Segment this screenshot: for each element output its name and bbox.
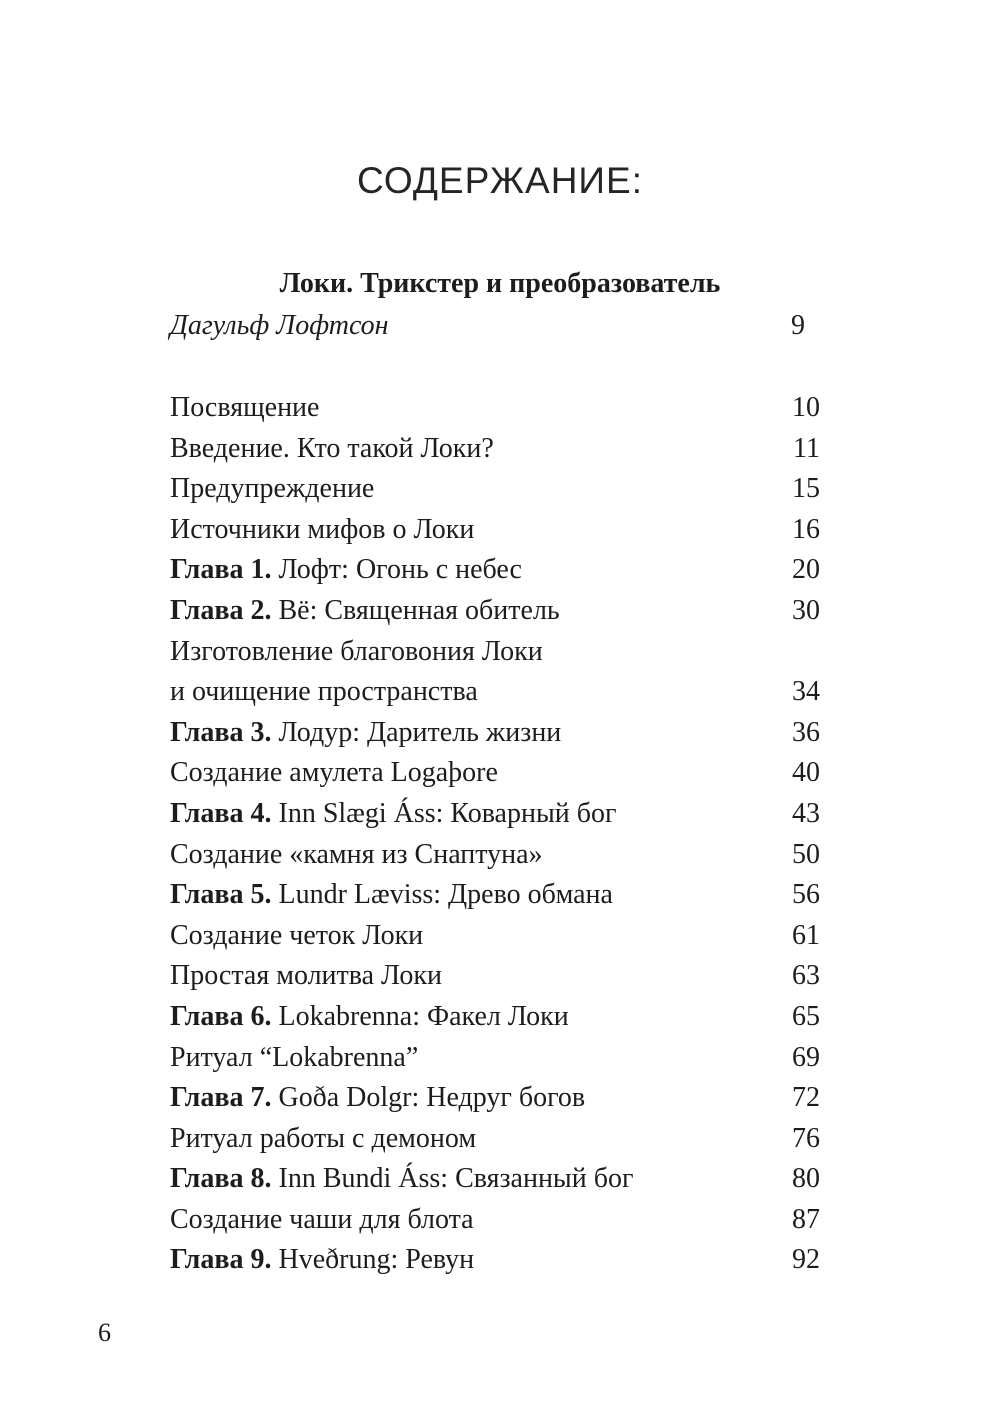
toc-entry-page: 16	[792, 513, 820, 545]
toc-entry-page: 11	[793, 432, 820, 464]
chapter-number: Глава 5.	[170, 879, 272, 911]
toc-entry-label	[170, 1163, 633, 1194]
toc-entry-label	[170, 595, 560, 626]
toc-entry-label	[170, 514, 474, 545]
toc-entry-label	[170, 1204, 474, 1235]
toc-entry-label	[170, 1123, 476, 1154]
chapter-number: Глава 2.	[170, 594, 272, 626]
toc-entry-label	[170, 433, 494, 464]
toc-entry[interactable]	[170, 550, 820, 591]
toc-entry[interactable]	[170, 1119, 820, 1160]
toc-entry[interactable]	[170, 875, 820, 916]
chapter-number: Глава 3.	[170, 716, 272, 748]
toc-entry-label	[170, 839, 543, 870]
toc-entry-label	[170, 636, 543, 667]
toc-entry[interactable]	[170, 1078, 820, 1119]
toc-entry-title: Посвящение	[170, 392, 320, 423]
toc-entry-label	[170, 1042, 418, 1073]
toc-entry-title: Создание чаши для блота	[170, 1203, 474, 1235]
toc-entry-title: Лофт: Огонь с небес	[278, 554, 522, 586]
toc-entry-page: 61	[792, 919, 820, 951]
toc-entry[interactable]	[170, 469, 820, 510]
toc-entry-page: 34	[792, 676, 820, 708]
toc-entry-title: Изготовление благовония Локи	[170, 635, 543, 667]
toc-entry-label	[170, 717, 561, 748]
toc-entry-label	[170, 1244, 474, 1275]
toc-entry-label	[170, 676, 478, 707]
toc-entry[interactable]	[170, 956, 820, 997]
chapter-number: Глава 4.	[170, 797, 272, 829]
toc-entry[interactable]	[170, 835, 820, 876]
toc-entry[interactable]	[170, 429, 820, 470]
toc-entry-label	[170, 757, 498, 788]
chapter-number: Глава 6.	[170, 1000, 272, 1032]
toc-entry-page: 43	[792, 797, 820, 829]
toc-entry-title: Hveðrung: Ревун	[278, 1244, 475, 1276]
toc-entry-label	[170, 554, 522, 585]
toc-entry-label	[170, 798, 617, 829]
toc-entry[interactable]	[170, 713, 820, 754]
toc-entry-title: Goða Dolgr: Недруг богов	[278, 1082, 586, 1114]
toc-entry-title: Lokabrenna: Факел Локи	[278, 1000, 569, 1032]
toc-entry-label	[170, 879, 613, 910]
author-name: Дагульф Лофтсон	[170, 310, 389, 341]
section-title: Локи. Трикстер и преобразователь	[279, 268, 721, 299]
toc-entry-page: 65	[792, 1000, 820, 1032]
toc-entry-title: Предупреждение	[170, 473, 375, 505]
folio-page-number: 6	[98, 1318, 111, 1347]
toc-entry-page: 30	[792, 594, 820, 626]
toc-entry-page: 15	[792, 473, 820, 505]
toc-entry-page: 40	[792, 757, 820, 789]
toc-entry-page: 50	[792, 838, 820, 870]
toc-entry-title: Lundr Læviss: Древо обмана	[278, 879, 613, 911]
toc-entry-title: Источники мифов о Локи	[170, 513, 475, 545]
toc-entry[interactable]	[170, 997, 820, 1038]
table-of-contents	[170, 388, 820, 1281]
author-page-number: 9	[791, 310, 805, 341]
toc-entry-title: Ритуал “Lokabrenna”	[170, 1041, 419, 1073]
toc-entry-page: 72	[792, 1082, 820, 1114]
toc-entry[interactable]	[170, 1240, 820, 1281]
toc-entry-title: и очищение пространства	[170, 676, 478, 708]
toc-entry-page: 76	[792, 1122, 820, 1154]
chapter-number: Глава 8.	[170, 1163, 272, 1195]
toc-entry[interactable]	[170, 794, 820, 835]
chapter-number: Глава 7.	[170, 1082, 272, 1114]
toc-entry-page: 56	[792, 879, 820, 911]
toc-entry-title: Лодур: Даритель жизни	[278, 716, 562, 748]
toc-entry-page: 69	[792, 1041, 820, 1073]
toc-entry-label	[170, 473, 374, 504]
toc-entry-title: Создание «камня из Снаптуна»	[170, 838, 543, 870]
toc-entry-page: 20	[792, 554, 820, 586]
toc-entry-label	[170, 920, 423, 951]
author-row	[170, 310, 805, 342]
toc-entry[interactable]	[170, 1038, 820, 1079]
toc-entry[interactable]	[170, 753, 820, 794]
chapter-number: Глава 1.	[170, 554, 272, 586]
toc-entry-label	[170, 1082, 585, 1113]
toc-entry-title: Вё: Священная обитель	[278, 594, 560, 626]
toc-entry[interactable]	[170, 632, 820, 673]
toc-entry-label	[170, 960, 442, 991]
toc-entry[interactable]	[170, 591, 820, 632]
toc-entry-label	[170, 1001, 569, 1032]
toc-entry-page: 63	[792, 960, 820, 992]
toc-entry[interactable]	[170, 510, 820, 551]
toc-entry-page: 80	[792, 1163, 820, 1195]
toc-entry[interactable]	[170, 916, 820, 957]
toc-entry-title: Создание амулета Logaþore	[170, 757, 498, 789]
toc-entry-title: Inn Bundi Áss: Связанный бог	[278, 1163, 634, 1195]
toc-entry-title: Ритуал работы с демоном	[170, 1122, 477, 1154]
page-title: СОДЕРЖАНИЕ:	[357, 160, 643, 201]
toc-entry-page: 10	[792, 392, 820, 423]
toc-entry-title: Введение. Кто такой Локи?	[170, 432, 494, 464]
toc-entry[interactable]	[170, 672, 820, 713]
toc-entry[interactable]	[170, 388, 820, 429]
toc-entry-label	[170, 392, 319, 423]
toc-entry-page: 92	[792, 1244, 820, 1276]
toc-entry[interactable]	[170, 1200, 820, 1241]
toc-entry-page: 87	[792, 1203, 820, 1235]
chapter-number: Глава 9.	[170, 1244, 272, 1276]
toc-entry-title: Простая молитва Локи	[170, 960, 442, 992]
toc-entry-title: Создание четок Локи	[170, 919, 424, 951]
toc-entry-title: Inn Slægi Áss: Коварный бог	[278, 797, 617, 829]
toc-entry[interactable]	[170, 1159, 820, 1200]
toc-entry-page: 36	[792, 716, 820, 748]
